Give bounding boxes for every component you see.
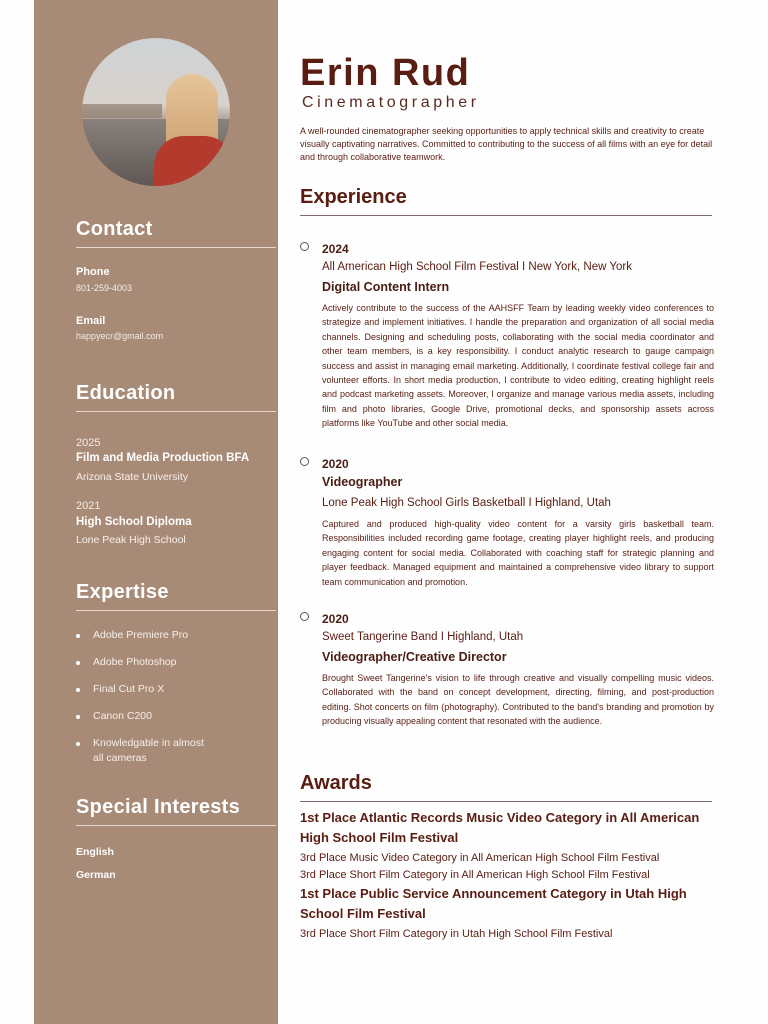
education-school: Arizona State University [76,471,189,483]
interest-item: English [76,846,114,858]
education-degree: High School Diploma [76,516,192,528]
list-item: Knowledgable in almost all cameras [76,736,213,766]
entry-year: 2024 [322,242,349,256]
awards-heading: Awards [300,772,712,802]
entry-description: Brought Sweet Tangerine's vision to life through creative and visually compelling music videos. Collaborated with the band on concept development, directing, filming, and post-production editing. Shot concerts on film (photography). Contributed to the band's branding and promotion by producing visually appealing content that resonated with the audience. [322,673,714,727]
entry-organization: Lone Peak High School Girls Basketball I Highland, Utah [322,497,611,509]
email-label: Email [76,315,106,327]
entry-title: Videographer [322,475,403,489]
page-title: Erin Rud [300,52,471,94]
summary-text: A well-rounded cinematographer seeking opportunities to apply technical skills and creativity to create visually captivating narratives. Committed to contributing to the success of all films with an eye for detail and through collaborative teamwork. [300,126,713,162]
expertise-heading: Expertise [76,581,276,611]
awards-list [300,808,724,943]
entry-organization: All American High School Film Festival I New York, New York [322,261,632,273]
entry-description: Captured and produced high-quality video content for a varsity girls basketball team. Responsibilities included recording game footage, creating player highlight reels, and producing engaging content for social media. Collaborated with coaching staff for strategic planning and player feedback. Managed equipment and maintained a comprehensive video library to support team communication and promotion. [322,519,714,587]
education-school: Lone Peak High School [76,534,186,546]
interests-heading: Special Interests [76,796,276,826]
education-degree: Film and Media Production BFA [76,452,250,464]
timeline-bullet-icon [300,242,309,251]
experience-entry [322,241,714,431]
photo-background [82,104,162,118]
entry-year: 2020 [322,612,349,626]
timeline-bullet-icon [300,612,309,621]
award-item: 1st Place Atlantic Records Music Video Category in All American High School Film Festival [300,810,700,845]
entry-title: Videographer/Creative Director [322,650,507,664]
list-item: Final Cut Pro X [76,682,276,697]
phone-value: 801-259-4003 [76,283,133,293]
award-item: 3rd Place Music Video Category in All American High School Film Festival [300,852,660,864]
email-value: happyecr@gmail.com [76,331,164,341]
phone-label: Phone [76,266,110,278]
job-title: Cinematographer [302,94,480,111]
education-year: 2021 [76,500,101,512]
experience-entry [322,456,714,589]
award-item: 3rd Place Short Film Category in All American High School Film Festival [300,869,650,881]
contact-heading: Contact [76,218,276,248]
list-item: Adobe Photoshop [76,655,276,670]
education-heading: Education [76,382,276,412]
education-year: 2025 [76,437,101,449]
experience-entry [322,611,714,729]
experience-heading: Experience [300,186,712,216]
entry-description: Actively contribute to the success of the AAHSFF Team by leading weekly video conferences to strategize and implement initiatives. I handle the preparation and organization of all social media channels. Designing and scheduling posts, collaborating with the social media coordinator and other team members, is a key responsibility. I conduct analytic research to gauge campaign success and assist in managing email marketing. Additionally, I coordinate festival college fair and volunteer efforts. In short media production, I contribute to video editing, creating highlight reels and podcast marketing assets. Moreover, I organize and manage various media assets, including film and photo libraries, Google Drive, promotional decks, and sponsorship assets across platforms like YouTube and other social media. [322,303,714,429]
entry-year: 2020 [322,457,349,471]
award-item: 1st Place Public Service Announcement Category in Utah High School Film Festival [300,886,687,921]
award-item: 3rd Place Short Film Category in Utah High School Film Festival [300,928,613,940]
interest-item: German [76,869,116,881]
timeline-bullet-icon [300,457,309,466]
avatar [82,38,230,186]
list-item: Canon C200 [76,709,276,724]
entry-title: Digital Content Intern [322,280,450,294]
expertise-list [76,628,276,778]
photo-person-coat [154,136,230,186]
sidebar [34,0,278,1024]
entry-organization: Sweet Tangerine Band I Highland, Utah [322,631,524,643]
list-item: Adobe Premiere Pro [76,628,276,643]
